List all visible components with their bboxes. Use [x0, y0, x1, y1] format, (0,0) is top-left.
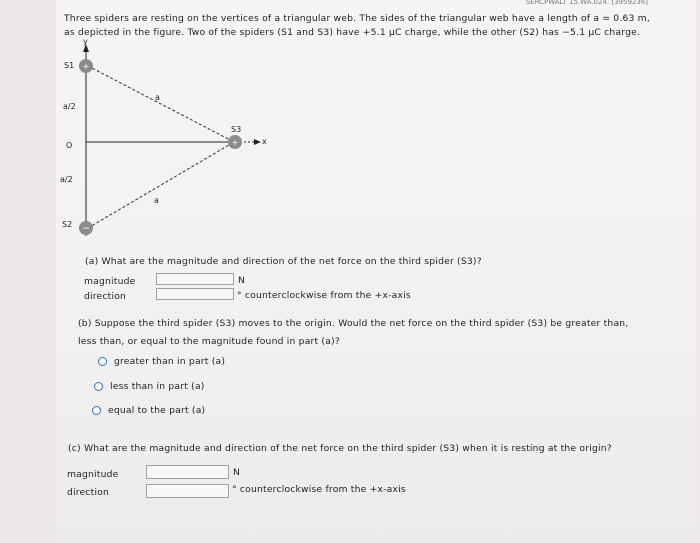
part-a-question: (a) What are the magnitude and direction of the net force on the third spider (S3)?	[85, 256, 482, 267]
label-side-upper: a	[155, 93, 160, 102]
intro-line-2: as depicted in the figure. Two of the spiders (S1 and S3) have +5.1 μC charge, while the other (S2) has −5.1 μC charge.	[64, 27, 641, 38]
option-greater-radio[interactable]	[98, 357, 107, 366]
part-b-question-line-2: less than, or equal to the magnitude found in part (a)?	[78, 336, 340, 347]
side-s2-s3	[88, 142, 234, 228]
side-s1-s3	[88, 66, 234, 142]
left-margin	[0, 0, 56, 543]
svg-text:+: +	[82, 62, 90, 71]
part-c-direction-input[interactable]	[146, 484, 229, 498]
problem-id: SERCPWALT 15.WA.024. [3959236]	[525, 0, 648, 6]
option-less-radio[interactable]	[94, 382, 103, 391]
label-s2: S2	[62, 220, 73, 229]
option-equal-radio[interactable]	[92, 406, 101, 415]
label-upper-half: a/2	[63, 102, 76, 111]
y-axis-label: y	[83, 37, 88, 46]
part-c-magnitude-unit: N	[233, 467, 241, 478]
part-a-direction-input[interactable]	[156, 288, 234, 300]
option-less-label[interactable]: less than in part (a)	[110, 381, 205, 392]
label-origin: O	[66, 141, 73, 150]
part-a-magnitude-input[interactable]	[156, 273, 234, 285]
x-axis-label: x	[262, 137, 267, 146]
x-axis-arrow	[254, 139, 261, 145]
part-c-direction-unit: ° counterclockwise from the +x-axis	[232, 484, 406, 495]
label-side-lower: a	[154, 196, 159, 205]
part-c-question: (c) What are the magnitude and direction of the net force on the third spider (S3) when it is resting at the origin?	[68, 443, 612, 454]
svg-text:+: +	[231, 138, 239, 147]
label-s1: S1	[64, 61, 75, 70]
part-c-magnitude-input[interactable]	[146, 465, 229, 479]
part-b-question-line-1: (b) Suppose the third spider (S3) moves to the origin. Would the net force on the third spider (S3) be greater than,	[78, 318, 629, 329]
part-a-magnitude-label: magnitude	[84, 276, 136, 287]
part-c-magnitude-label: magnitude	[67, 469, 119, 480]
intro-line-1: Three spiders are resting on the vertices of a triangular web. The sides of the triangular web have a length of a = 0.63 m,	[64, 13, 650, 24]
label-lower-half: a/2	[60, 175, 73, 184]
svg-text:−: −	[82, 224, 90, 234]
option-equal-label[interactable]: equal to the part (a)	[108, 405, 206, 416]
option-greater-label[interactable]: greater than in part (a)	[114, 356, 226, 367]
part-a-direction-label: direction	[84, 291, 127, 302]
part-a-direction-unit: ° counterclockwise from the +x-axis	[237, 290, 411, 301]
triangle-web-figure	[56, 36, 286, 246]
part-c-direction-label: direction	[67, 487, 110, 498]
label-s3: S3	[231, 125, 242, 134]
part-a-magnitude-unit: N	[238, 275, 246, 286]
